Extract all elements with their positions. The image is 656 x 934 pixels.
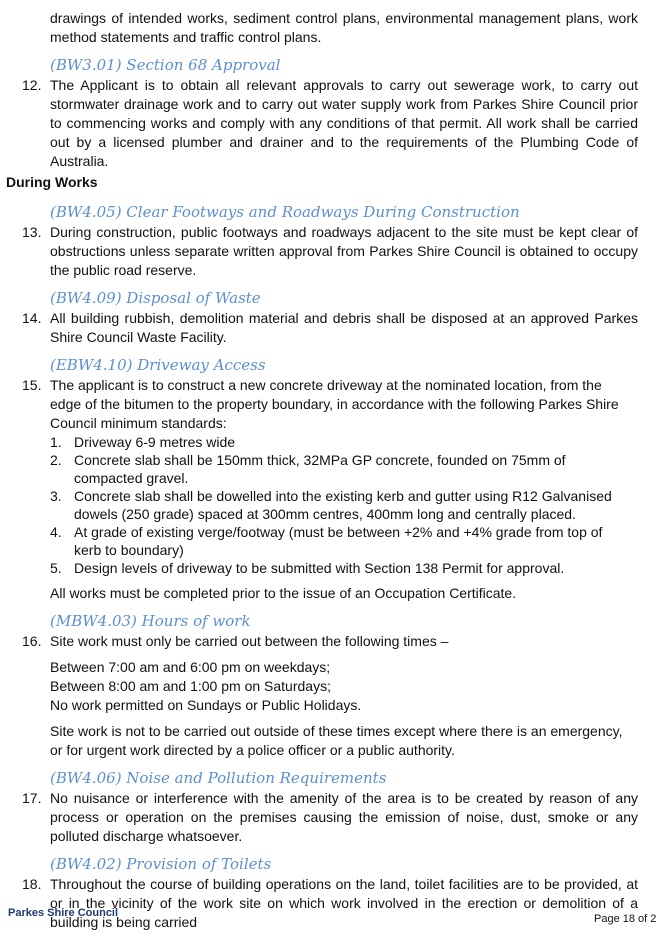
condition-heading: (BW4.02) Provision of Toilets: [50, 855, 272, 873]
hours-line: No work permitted on Sundays or Public Holidays.: [50, 697, 362, 713]
hours-line: Between 7:00 am and 6:00 pm on weekdays;: [50, 659, 331, 675]
condition-16-note: Site work is not to be carried out outside of these times except where there is an emergency, or for urgent work directed by a police officer or a public authority.: [50, 723, 623, 758]
condition-17: 17. No nuisance or interference with the amenity of the area is to be created by reason of any process or operation on the premises causing the emission of noise, dust, smoke or any polluted discharge whatsoever.: [22, 790, 638, 844]
condition-15-note: All works must be completed prior to the issue of an Occupation Certificate.: [50, 585, 517, 601]
condition-heading: (MBW4.03) Hours of work: [50, 612, 251, 630]
condition-heading: (BW4.09) Disposal of Waste: [50, 289, 261, 307]
condition-18: 18. Throughout the course of building operations on the land, toilet facilities are to be provided, at or in the vicinity of the work site on which work involved in the erection or demolition of a building is being carried: [22, 876, 638, 930]
footer-organisation: Parkes Shire Council: [8, 907, 119, 919]
hours-line: Between 8:00 am and 1:00 pm on Saturdays;: [50, 678, 331, 694]
condition-16: 16. Site work must only be carried out between the following times –: [22, 633, 449, 649]
condition-13: 13. During construction, public footways and roadways adjacent to the site must be kept clear of obstructions unless separate written approval from Parkes Shire Council is obtained to occupy the public road reserve.: [22, 224, 638, 278]
list-item: 3. Concrete slab shall be dowelled into the existing kerb and gutter using R12 Galvanised dowels (250 grade) spaced at 300mm centres, 400mm long and centrally placed.: [50, 488, 612, 522]
condition-heading: (EBW4.10) Driveway Access: [50, 356, 266, 374]
condition-heading: (BW4.05) Clear Footways and Roadways During Construction: [50, 203, 520, 221]
intro-text: drawings of intended works, sediment control plans, environmental management plans, work method statements and traffic control plans.: [50, 10, 638, 45]
condition-15: 15. The applicant is to construct a new concrete driveway at the nominated location, from the edge of the bitumen to the property boundary, in accordance with the following Parkes Shire Council minimum standards:: [22, 377, 619, 431]
condition-14: 14. All building rubbish, demolition material and debris shall be disposed at an approved Parkes Shire Council Waste Facility.: [22, 310, 638, 345]
list-item: 5. Design levels of driveway to be submitted with Section 138 Permit for approval.: [50, 560, 565, 576]
document-body: [0, 9, 645, 932]
condition-heading: (BW3.01) Section 68 Approval: [50, 56, 281, 74]
section-heading: During Works: [6, 174, 98, 190]
list-item: 4. At grade of existing verge/footway (must be between +2% and +4% grade from top of kerb to boundary): [50, 524, 603, 558]
list-item: 1. Driveway 6-9 metres wide: [50, 434, 236, 450]
condition-12: 12. The Applicant is to obtain all relevant approvals to carry out sewerage work, to carry out stormwater drainage work and to carry out water supply work from Parkes Shire Council prior to commencing works and comply with any conditions of that permit. All work shall be carried out by a licensed plumber and drainer and to the requirements of the Plumbing Code of Australia.: [22, 77, 638, 169]
condition-heading: (BW4.06) Noise and Pollution Requirements: [50, 769, 387, 787]
page-number: Page 18 of 2: [594, 913, 656, 925]
list-item: 2. Concrete slab shall be 150mm thick, 32MPa GP concrete, founded on 75mm of compacted gravel.: [50, 452, 566, 486]
